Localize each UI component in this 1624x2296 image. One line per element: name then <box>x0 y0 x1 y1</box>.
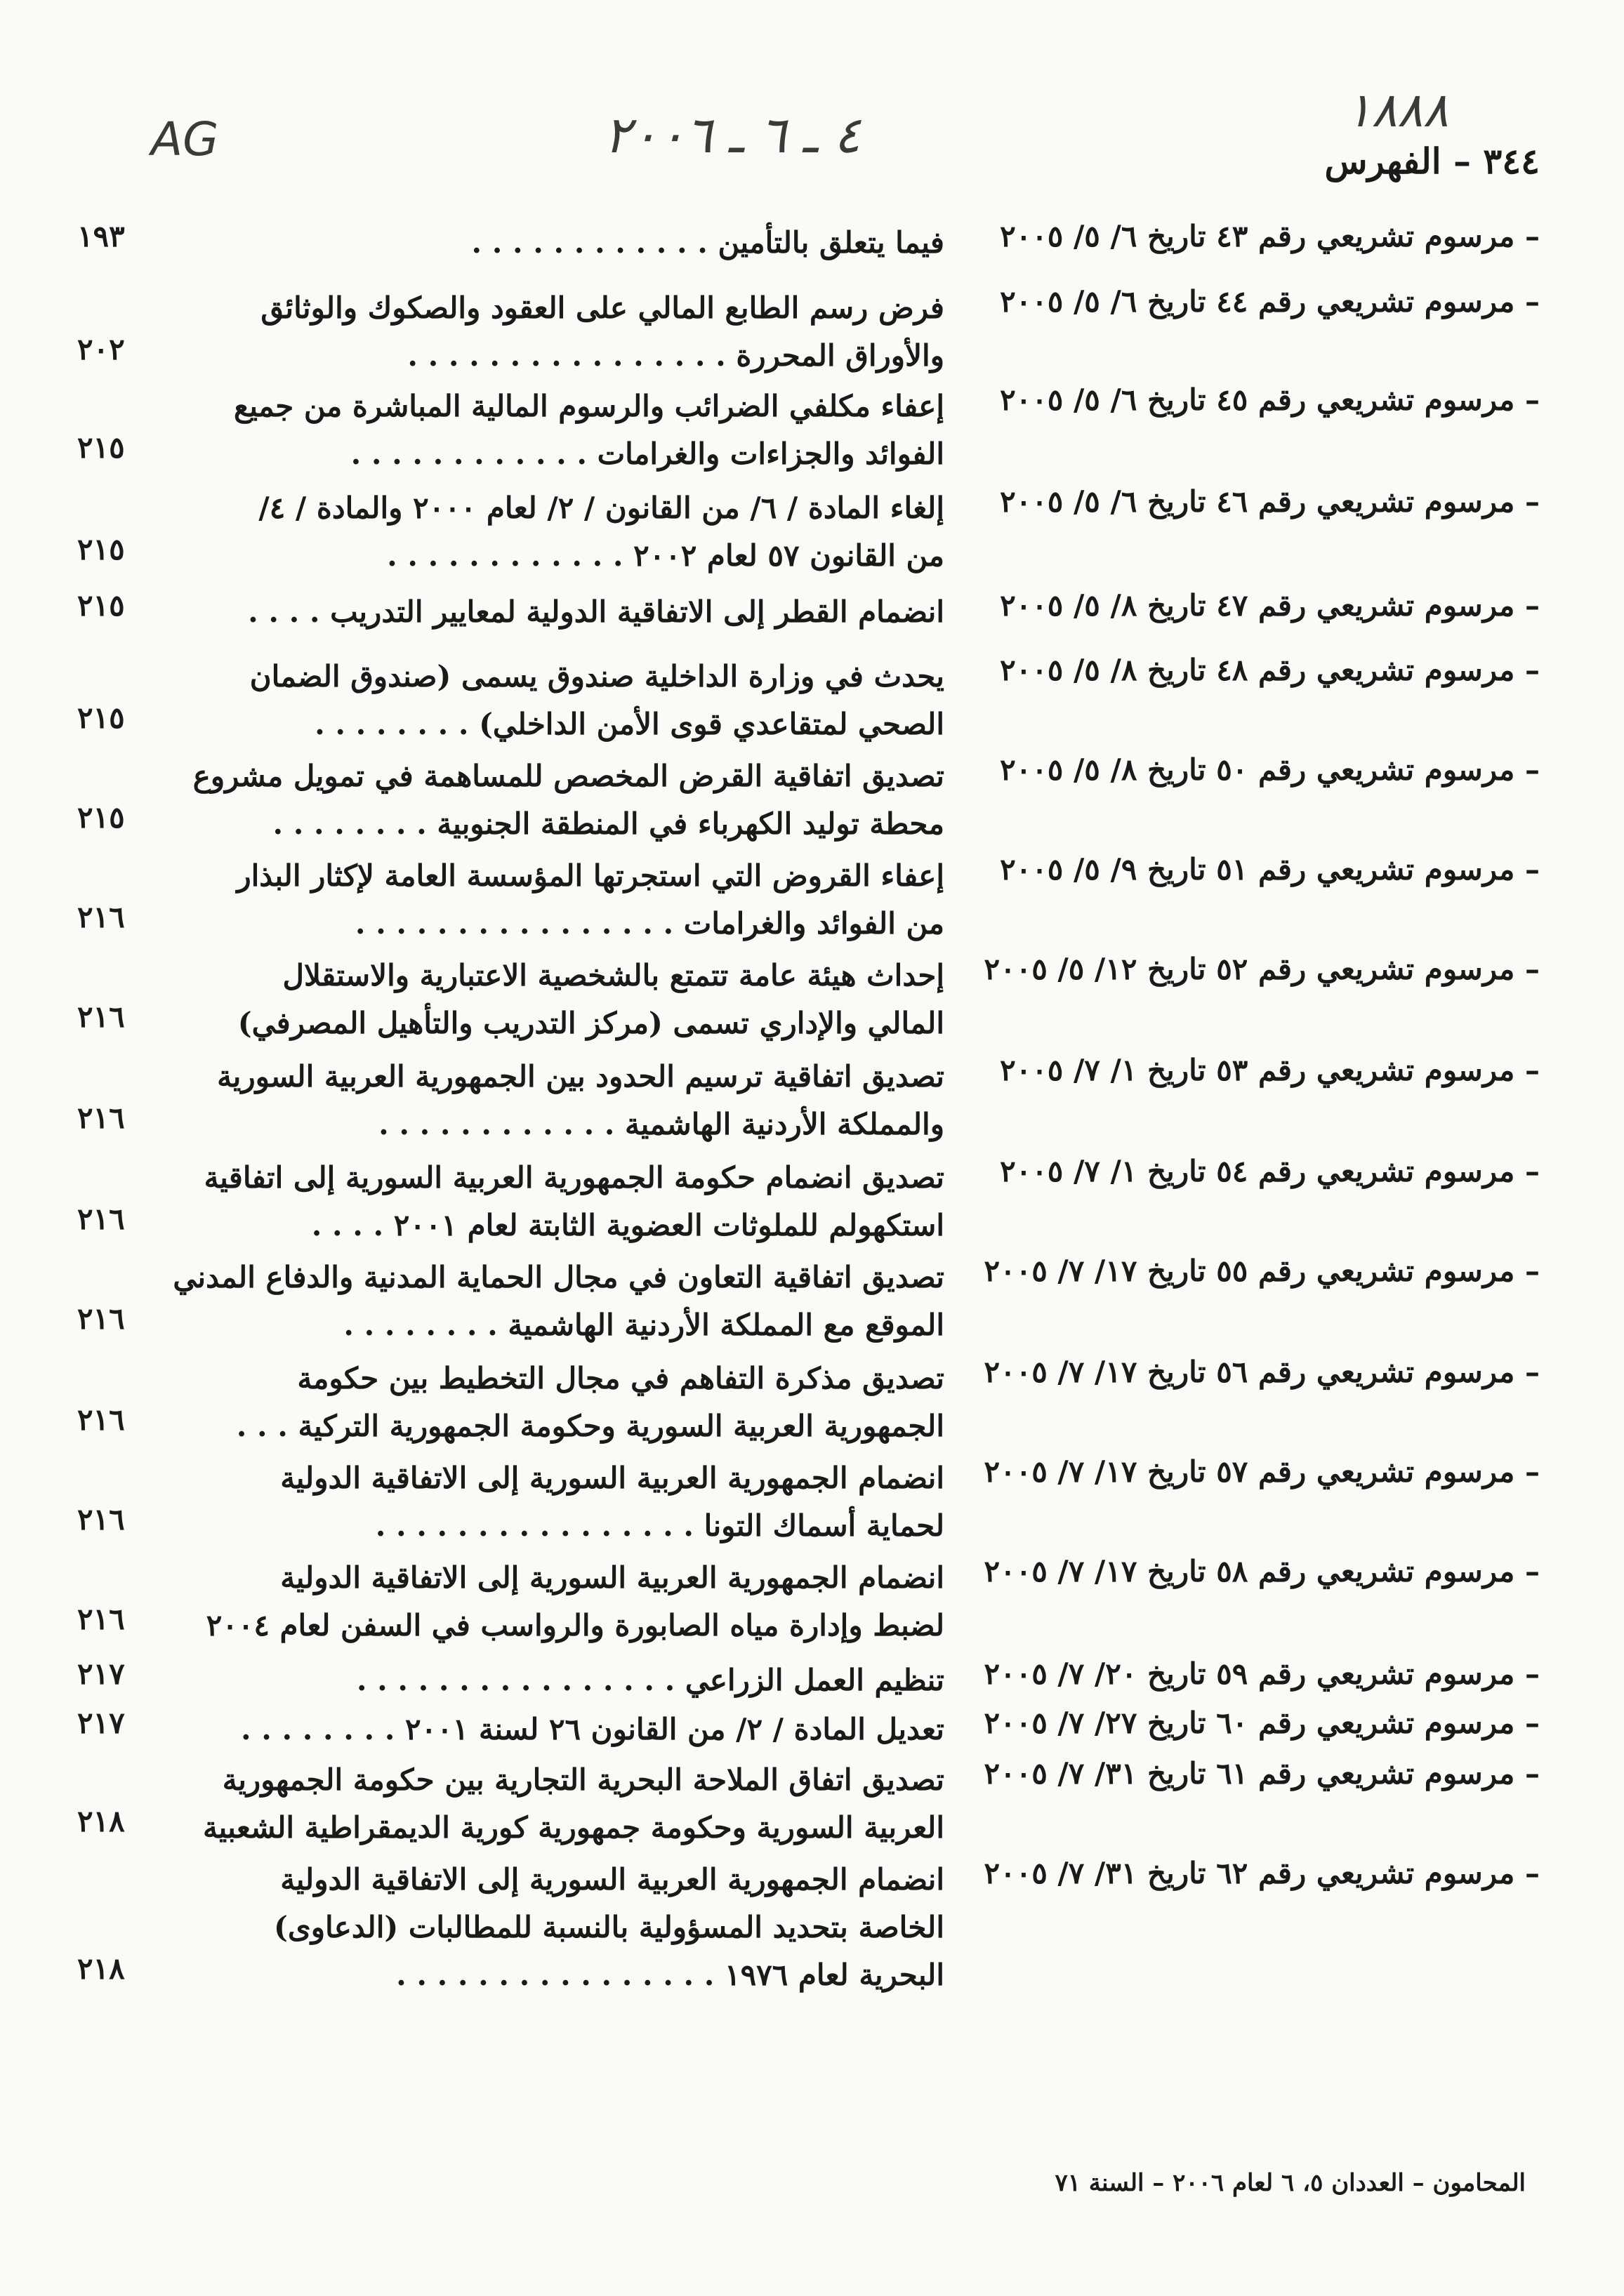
page-number: ٢١٦ <box>77 1101 125 1135</box>
page-number: ٢١٦ <box>77 1602 125 1636</box>
page-number: ٢١٦ <box>77 1502 125 1537</box>
subject-line: فيما يتعلق بالتأمين . . . . . . . . . . . . <box>471 225 944 260</box>
page-number: ٢١٦ <box>77 900 125 934</box>
decree-reference: – مرسوم تشريعي رقم ٦٠ تاريخ ٢٧/ ٧/ ٢٠٠٥ <box>984 1706 1540 1740</box>
entry-subject <box>186 1554 944 1650</box>
subject-line: من الفوائد والغرامات . . . . . . . . . . . . . . . . <box>355 906 944 941</box>
subject-line: تصديق انضمام حكومة الجمهورية العربية السورية إلى اتفاقية <box>204 1160 944 1195</box>
page-number: ٢١٦ <box>77 1202 125 1236</box>
entry-subject <box>186 1856 944 1999</box>
decree-reference: – مرسوم تشريعي رقم ٥٩ تاريخ ٢٠/ ٧/ ٢٠٠٥ <box>984 1657 1540 1691</box>
handwritten-number: ١٨٨٨ <box>1345 83 1448 138</box>
subject-line: والمملكة الأردنية الهاشمية . . . . . . . . . . . . <box>378 1107 944 1141</box>
entry-subject <box>186 1355 944 1450</box>
subject-line: محطة توليد الكهرباء في المنطقة الجنوبية . . . . . . . . <box>272 807 944 841</box>
decree-reference: – مرسوم تشريعي رقم ٤٧ تاريخ ٨/ ٥/ ٢٠٠٥ <box>1000 588 1540 623</box>
entry-subject <box>186 284 944 380</box>
subject-line: الصحي لمتقاعدي قوى الأمن الداخلي) . . . . . . . . <box>315 707 944 741</box>
entry-subject <box>186 653 944 748</box>
decree-reference: – مرسوم تشريعي رقم ٥٤ تاريخ ١/ ٧/ ٢٠٠٥ <box>1000 1154 1540 1188</box>
subject-line: انضمام القطر إلى الاتفاقية الدولية لمعايير التدريب . . . . <box>248 595 944 629</box>
page-footer: المحامون – العددان ٥، ٦ لعام ٢٠٠٦ – السنة ٧١ <box>1055 2169 1526 2197</box>
decree-reference: – مرسوم تشريعي رقم ٥٠ تاريخ ٨/ ٥/ ٢٠٠٥ <box>1000 752 1540 787</box>
entry-subject <box>186 1154 944 1249</box>
subject-line: انضمام الجمهورية العربية السورية إلى الاتفاقية الدولية <box>280 1862 944 1897</box>
decree-reference: – مرسوم تشريعي رقم ٥٦ تاريخ ١٧/ ٧/ ٢٠٠٥ <box>984 1355 1540 1389</box>
page-number: ٢١٦ <box>77 1402 125 1437</box>
subject-line: تصديق اتفاق الملاحة البحرية التجارية بين حكومة الجمهورية <box>222 1763 944 1797</box>
decree-reference: – مرسوم تشريعي رقم ٥٣ تاريخ ١/ ٧/ ٢٠٠٥ <box>1000 1053 1540 1087</box>
page-number: ٢١٨ <box>77 1804 125 1838</box>
subject-line: تصديق مذكرة التفاهم في مجال التخطيط بين حكومة <box>297 1361 944 1395</box>
subject-line: تصديق اتفاقية ترسيم الحدود بين الجمهورية العربية السورية <box>217 1059 944 1094</box>
page-number: ١٩٣ <box>77 219 125 253</box>
decree-reference: – مرسوم تشريعي رقم ٥٧ تاريخ ١٧/ ٧/ ٢٠٠٥ <box>984 1454 1540 1489</box>
subject-line: تنظيم العمل الزراعي . . . . . . . . . . . . . . . . <box>356 1663 944 1697</box>
page-number: ٢١٧ <box>77 1657 125 1691</box>
entry-subject <box>173 1254 944 1349</box>
subject-line: لحماية أسماك التونا . . . . . . . . . . . . . . . . <box>375 1508 944 1543</box>
decree-reference: – مرسوم تشريعي رقم ٦٢ تاريخ ٣١/ ٧/ ٢٠٠٥ <box>984 1856 1540 1890</box>
entry-subject <box>186 752 944 848</box>
decree-reference: – مرسوم تشريعي رقم ٤٤ تاريخ ٦/ ٥/ ٢٠٠٥ <box>1000 284 1540 319</box>
decree-reference: – مرسوم تشريعي رقم ٤٦ تاريخ ٦/ ٥/ ٢٠٠٥ <box>1000 484 1540 519</box>
decree-reference: – مرسوم تشريعي رقم ٤٣ تاريخ ٦/ ٥/ ٢٠٠٥ <box>1000 219 1540 253</box>
subject-line: تصديق اتفاقية التعاون في مجال الحماية المدنية والدفاع المدني <box>173 1260 944 1294</box>
subject-line: إعفاء القروض التي استجرتها المؤسسة العامة لإكثار البذار <box>237 858 944 893</box>
entry-subject <box>186 484 944 580</box>
subject-line: الخاصة بتحديد المسؤولية بالنسبة للمطالبات (الدعاوى) <box>273 1910 944 1944</box>
subject-line: الموقع مع المملكة الأردنية الهاشمية . . . . . . . . <box>343 1308 944 1342</box>
subject-line: تعديل المادة / ٢/ من القانون ٢٦ لسنة ٢٠٠١ . . . . . . . . <box>241 1712 944 1746</box>
entry-subject <box>186 219 944 267</box>
page-number: ٢١٦ <box>77 1301 125 1336</box>
subject-line: إحداث هيئة عامة تتمتع بالشخصية الاعتبارية والاستقلال <box>282 958 944 993</box>
handwritten-date: ٤ ـ ٦ ـ ٢٠٠٦ <box>604 105 861 164</box>
subject-line: المالي والإداري تسمى (مركز التدريب والتأهيل المصرفي) <box>237 1006 944 1040</box>
subject-line: البحرية لعام ١٩٧٦ . . . . . . . . . . . . . . . . <box>396 1958 944 1992</box>
page-number: ٢١٥ <box>77 532 125 566</box>
entry-subject <box>186 1053 944 1148</box>
decree-reference: – مرسوم تشريعي رقم ٤٥ تاريخ ٦/ ٥/ ٢٠٠٥ <box>1000 383 1540 417</box>
decree-reference: – مرسوم تشريعي رقم ٥٨ تاريخ ١٧/ ٧/ ٢٠٠٥ <box>984 1554 1540 1588</box>
subject-line: يحدث في وزارة الداخلية صندوق يسمى (صندوق الضمان <box>249 659 944 694</box>
entry-subject <box>186 383 944 478</box>
entry-subject <box>186 852 944 948</box>
handwritten-note-left: AG <box>151 112 219 166</box>
subject-line: إلغاء المادة / ٦/ من القانون / ٢/ لعام ٢٠٠٠ والمادة / ٤/ <box>258 491 944 525</box>
subject-line: انضمام الجمهورية العربية السورية إلى الاتفاقية الدولية <box>280 1560 944 1595</box>
page-number: ٢٠٢ <box>77 332 125 366</box>
decree-reference: – مرسوم تشريعي رقم ٥٥ تاريخ ١٧/ ٧/ ٢٠٠٥ <box>984 1254 1540 1288</box>
page-number: ٢١٦ <box>77 1000 125 1034</box>
subject-line: استكهولم للملوثات العضوية الثابتة لعام ٢٠٠١ . . . . <box>311 1208 944 1242</box>
page-number: ٢١٥ <box>77 800 125 835</box>
subject-line: والأوراق المحررة . . . . . . . . . . . . . . . . <box>407 338 944 373</box>
subject-line: الفوائد والجزاءات والغرامات . . . . . . . . . . . . <box>350 437 944 471</box>
decree-reference: – مرسوم تشريعي رقم ٥١ تاريخ ٩/ ٥/ ٢٠٠٥ <box>1000 852 1540 887</box>
subject-line: من القانون ٥٧ لعام ٢٠٠٢ . . . . . . . . . . . . <box>387 538 944 573</box>
page-number: ٢١٥ <box>77 430 125 465</box>
entry-subject <box>186 1454 944 1550</box>
page-number: ٢١٥ <box>77 588 125 623</box>
page-number: ٢١٥ <box>77 701 125 735</box>
subject-line: انضمام الجمهورية العربية السورية إلى الاتفاقية الدولية <box>280 1461 944 1495</box>
subject-line: تصديق اتفاقية القرض المخصص للمساهمة في تمويل مشروع <box>192 759 944 793</box>
entry-subject <box>186 588 944 636</box>
subject-line: لضبط وإدارة مياه الصابورة والرواسب في السفن لعام ٢٠٠٤ <box>206 1608 944 1643</box>
page-number: ٢١٨ <box>77 1951 125 1986</box>
subject-line: إعفاء مكلفي الضرائب والرسوم المالية المباشرة من جميع <box>233 389 944 423</box>
page-header: ٣٤٤ – الفهرس <box>1324 140 1540 182</box>
decree-reference: – مرسوم تشريعي رقم ٤٨ تاريخ ٨/ ٥/ ٢٠٠٥ <box>1000 653 1540 687</box>
decree-reference: – مرسوم تشريعي رقم ٥٢ تاريخ ١٢/ ٥/ ٢٠٠٥ <box>984 952 1540 986</box>
entry-subject <box>186 1706 944 1753</box>
subject-line: الجمهورية العربية السورية وحكومة الجمهورية التركية . . . <box>236 1409 944 1443</box>
entry-subject <box>186 1657 944 1704</box>
decree-reference: – مرسوم تشريعي رقم ٦١ تاريخ ٣١/ ٧/ ٢٠٠٥ <box>984 1756 1540 1791</box>
subject-line: العربية السورية وحكومة جمهورية كورية الديمقراطية الشعبية <box>202 1810 944 1845</box>
subject-line: فرض رسم الطابع المالي على العقود والصكوك والوثائق <box>260 291 944 325</box>
entry-subject <box>186 952 944 1047</box>
page-number: ٢١٧ <box>77 1706 125 1740</box>
entry-subject <box>186 1756 944 1852</box>
